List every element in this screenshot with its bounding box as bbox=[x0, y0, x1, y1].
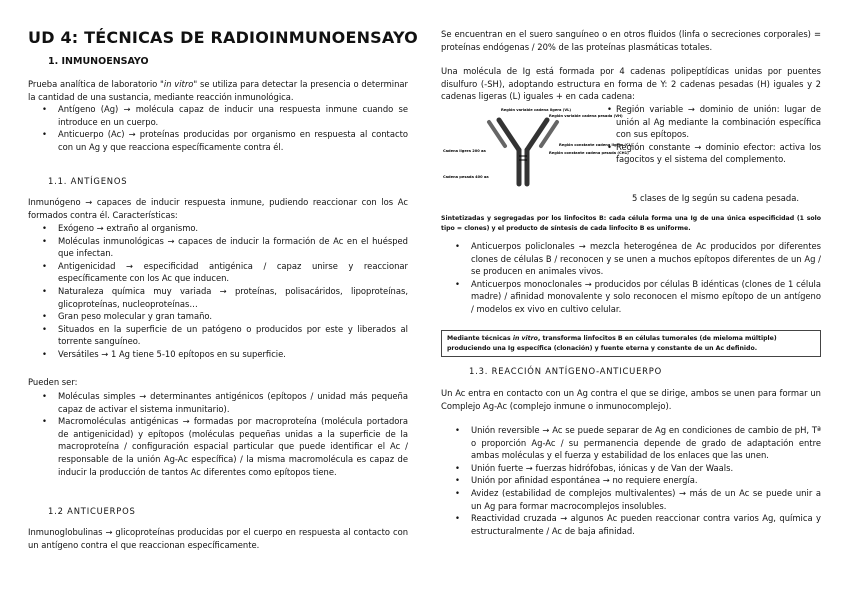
antigen-characteristics-list bbox=[28, 222, 408, 361]
region-constante: • Región constante → dominio efector: activa los fagocitos y el sistema del complemento. bbox=[605, 141, 821, 166]
section-1-2-heading: 1.2 ANTICUERPOS bbox=[48, 506, 136, 516]
list-item: • Antígeno (Ag) → molécula capaz de inducir una respuesta inmune cuando se introduce en un cuerpo. bbox=[28, 103, 408, 128]
section-1-1-intro: Inmunógeno → capaces de inducir respuesta inmune, pudiendo reaccionar con los Ac formados contra él. Características: bbox=[28, 197, 408, 220]
antibody-types-list bbox=[441, 240, 821, 316]
list-item: • Macromoléculas antigénicas → formadas por macroproteína (molécula portadora de antigenicidad) y epítopos (moléculas pequeñas unidas a la superficie de la macroproteína / configuración espacial particular que puede identificar el Ac / responsable de la unión Ag-Ac específica) / la misma macromolécula es capaz de inducir la producción de tantos Ac diferentes como epítopos tiene. bbox=[28, 415, 408, 478]
list-item: • Anticuerpo (Ac) → proteínas producidas por organismo en respuesta al contacto con un Ag y que reacciona específicamente contra él. bbox=[28, 128, 408, 153]
section-1-intro: Prueba analítica de laboratorio "in vitro" se utiliza para detectar la presencia o determinar la cantidad de una sustancia, mediante reacción inmunológica. bbox=[28, 79, 408, 102]
list-item: • Gran peso molecular y gran tamaño. bbox=[28, 310, 408, 323]
pueden-ser-label: Pueden ser: bbox=[28, 377, 78, 387]
section-1-1-heading: 1.1. ANTÍGENOS bbox=[48, 176, 128, 186]
section-1-heading: 1. INMUNOENSAYO bbox=[48, 56, 149, 67]
list-item: • Unión por afinidad espontánea → no requiere energía. bbox=[441, 474, 821, 487]
reaction-list bbox=[441, 424, 821, 537]
list-item: • Moléculas inmunológicas → capaces de inducir la formación de Ac en el huésped que infectan. bbox=[28, 235, 408, 260]
list-item: • Exógeno → extraño al organismo. bbox=[28, 222, 408, 235]
list-item: • Anticuerpos monoclonales → producidos por células B idénticas (clones de 1 célula madre) / afinidad monovalente y solo reconocen el mismo epítopo de un antígeno / modelos ex vivo en cultivo celular. bbox=[441, 278, 821, 316]
antibody-diagram bbox=[441, 106, 633, 188]
right-p1: Se encuentran en el suero sanguíneo o en otros fluidos (linfa o secreciones corporales) = proteínas endógenas / 20% de las proteínas plasmáticas totales. bbox=[441, 29, 821, 52]
list-item: • Versátiles → 1 Ag tiene 5-10 epítopos en su superficie. bbox=[28, 348, 408, 361]
region-list bbox=[605, 103, 821, 166]
region-variable: • Región variable → dominio de unión: lugar de unión al Ag mediante la combinación específica con sus epítopos. bbox=[605, 103, 821, 141]
list-item: • Anticuerpos policlonales → mezcla heterogénea de Ac producidos por diferentes clones de células B / reconocen y se unen a muchos epítopos diferentes de un Ag / se producen en animales vivos. bbox=[441, 240, 821, 278]
section-1-3-intro: Un Ac entra en contacto con un Ag contra el que se dirige, ambos se unen para formar un Complejo Ag-Ac (complejo inmune o inmunocomplejo). bbox=[441, 388, 821, 411]
section-1-2-text: Inmunoglobulinas → glicoproteínas producidas por el cuerpo en respuesta al contacto con un antígeno contra el que reaccionan específicamente. bbox=[28, 527, 408, 550]
label-vh: Región variable cadena pesada (VH) bbox=[549, 114, 623, 118]
label-ch1: Región constante cadena pesada (CH1) bbox=[549, 151, 629, 155]
list-item: • Antigenicidad → especificidad antigénica / capaz unirse y reaccionar específicamente con los Ac que inducen. bbox=[28, 260, 408, 285]
list-item: • Avidez (estabilidad de complejos multivalentes) → más de un Ac se puede unir a un Ag para formar macrocomplejos insolubles. bbox=[441, 487, 821, 512]
page-title: UD 4: TÉCNICAS DE RADIOINMUNOENSAYO bbox=[28, 28, 418, 47]
list-item: • Reactividad cruzada → algunos Ac pueden reaccionar contra varios Ag, química y estructuralmente / Ac de baja afinidad. bbox=[441, 512, 821, 537]
label-cl: Región constante cadena ligera (CL) bbox=[559, 143, 633, 147]
list-item: • Situados en la superficie de un patógeno o producidos por este y liberados al torrente sanguíneo. bbox=[28, 323, 408, 348]
section-1-3-heading: 1.3. REACCIÓN ANTÍGENO-ANTICUERPO bbox=[469, 366, 663, 376]
antigen-types-list bbox=[28, 390, 408, 478]
label-ligera: Cadena ligera 200 aa bbox=[443, 149, 486, 153]
right-p2: Una molécula de Ig está formada por 4 cadenas polipeptídicas unidas por puentes disulfuro (-SH), adoptando estructura en forma de Y: 2 cadenas pesadas (H) iguales y 2 cadenas ligeras (L) iguales + en cada cadena: bbox=[441, 66, 821, 102]
ig-classes: 5 clases de Ig según su cadena pesada. bbox=[632, 193, 800, 203]
label-pesada: Cadena pesada 400 aa bbox=[443, 175, 489, 179]
list-item: • Unión fuerte → fuerzas hidrófobas, iónicas y de Van der Waals. bbox=[441, 462, 821, 475]
list-item: • Naturaleza química muy variada → proteínas, polisacáridos, lipoproteínas, glicoproteínas, nucleoproteínas… bbox=[28, 285, 408, 310]
synthesis-note: Sintetizadas y segregadas por los linfocitos B: cada célula forma una Ig de una única especificidad (1 solo tipo = clones) y el producto de síntesis de cada linfocito B es uniforme. bbox=[441, 215, 821, 232]
section-1-list bbox=[28, 103, 408, 153]
label-vl: Región variable cadena ligera (VL) bbox=[501, 108, 572, 112]
monoclonal-note-box: Mediante técnicas in vitro, transforma linfocitos B en células tumorales (de mieloma múltiple) produciendo una Ig específica (clonación) y fuente eterna y constante de un Ac definido. bbox=[441, 330, 821, 357]
list-item: • Unión reversible → Ac se puede separar de Ag en condiciones de cambio de pH, Tª o proporción Ag-Ac / su permanencia depende de grado de adaptación entre ambas moléculas y el fuerza y estabilidad de los enlaces que las unen. bbox=[441, 424, 821, 462]
list-item: • Moléculas simples → determinantes antigénicos (epítopos / unidad más pequeña capaz de activar el sistema inmunitario). bbox=[28, 390, 408, 415]
